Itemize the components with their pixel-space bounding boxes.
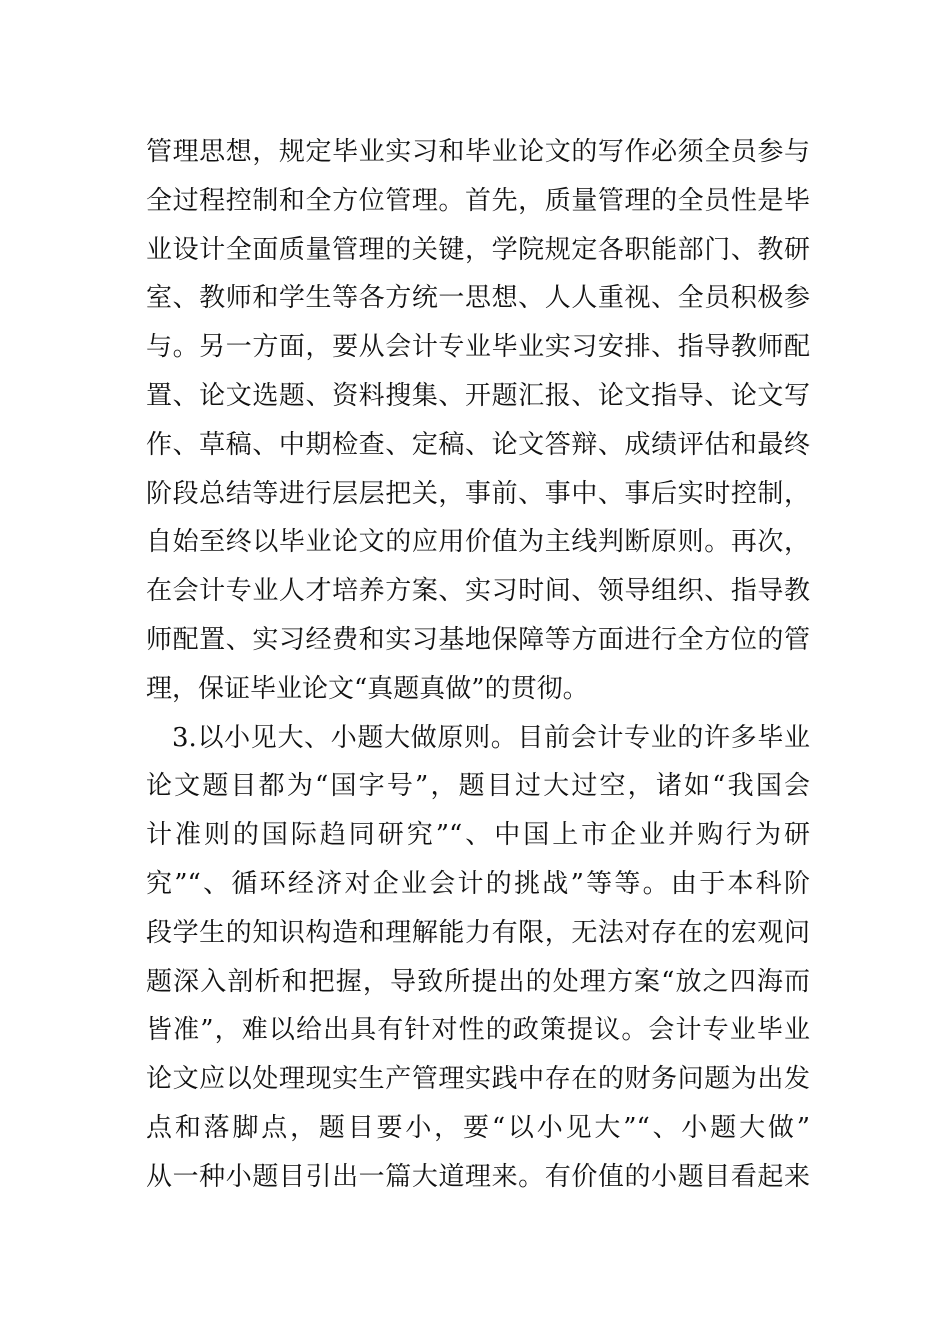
text-line: 全过程控制和全方位管理。首先，质量管理的全员性是毕: [146, 185, 810, 216]
text-line: 自始至终以毕业论文的应用价值为主线判断原则。再次，: [146, 527, 810, 558]
text-line: 业设计全面质量管理的关键，学院规定各职能部门、教研: [146, 234, 810, 265]
text-line: 师配置、实习经费和实习基地保障等方面进行全方位的管: [146, 624, 810, 655]
text-line: 计准则的国际趋同研究”“、中国上市企业并购行为研: [146, 820, 810, 851]
text-line: 究”“、循环经济对企业会计的挑战”等等。由于本科阶: [146, 868, 810, 899]
text-line: 室、教师和学生等各方统一思想、人人重视、全员积极参: [146, 283, 810, 314]
text-line: 段学生的知识构造和理解能力有限，无法对存在的宏观问: [146, 917, 810, 948]
text-line: 管理思想，规定毕业实习和毕业论文的写作必须全员参与: [146, 137, 810, 167]
paragraph-1: [146, 128, 810, 714]
body-text: [146, 128, 810, 1202]
text-line: 阶段总结等进行层层把关，事前、事中、事后实时控制，: [146, 478, 810, 509]
text-line: 论文应以处理现实生产管理实践中存在的财务问题为出发: [146, 1064, 810, 1095]
text-line: 与。另一方面，要从会计专业毕业实习安排、指导教师配: [146, 332, 810, 363]
text-line: 在会计专业人才培养方案、实习时间、领导组织、指导教: [146, 576, 810, 607]
text-line: 作、草稿、中期检查、定稿、论文答辩、成绩评估和最终: [146, 429, 810, 460]
text-line: 从一种小题目引出一篇大道理来。有价值的小题目看起来: [146, 1161, 810, 1192]
paragraph-2: [146, 714, 810, 1202]
text-line: 皆准”，难以给出具有针对性的政策提议。会计专业毕业: [146, 1015, 810, 1046]
text-line: 点和落脚点，题目要小，要“以小见大”“、小题大做”: [146, 1112, 810, 1143]
text-line: 论文题目都为“国字号”，题目过大过空，诸如“我国会: [146, 771, 810, 802]
text-line: 理，保证毕业论文“真题真做”的贯彻。: [146, 673, 589, 704]
text-line: 3.以小见大、小题大做原则。目前会计专业的许多毕业: [172, 722, 810, 753]
text-line: 题深入剖析和把握，导致所提出的处理方案“放之四海而: [146, 966, 810, 997]
text-line: 置、论文选题、资料搜集、开题汇报、论文指导、论文写: [146, 380, 810, 411]
